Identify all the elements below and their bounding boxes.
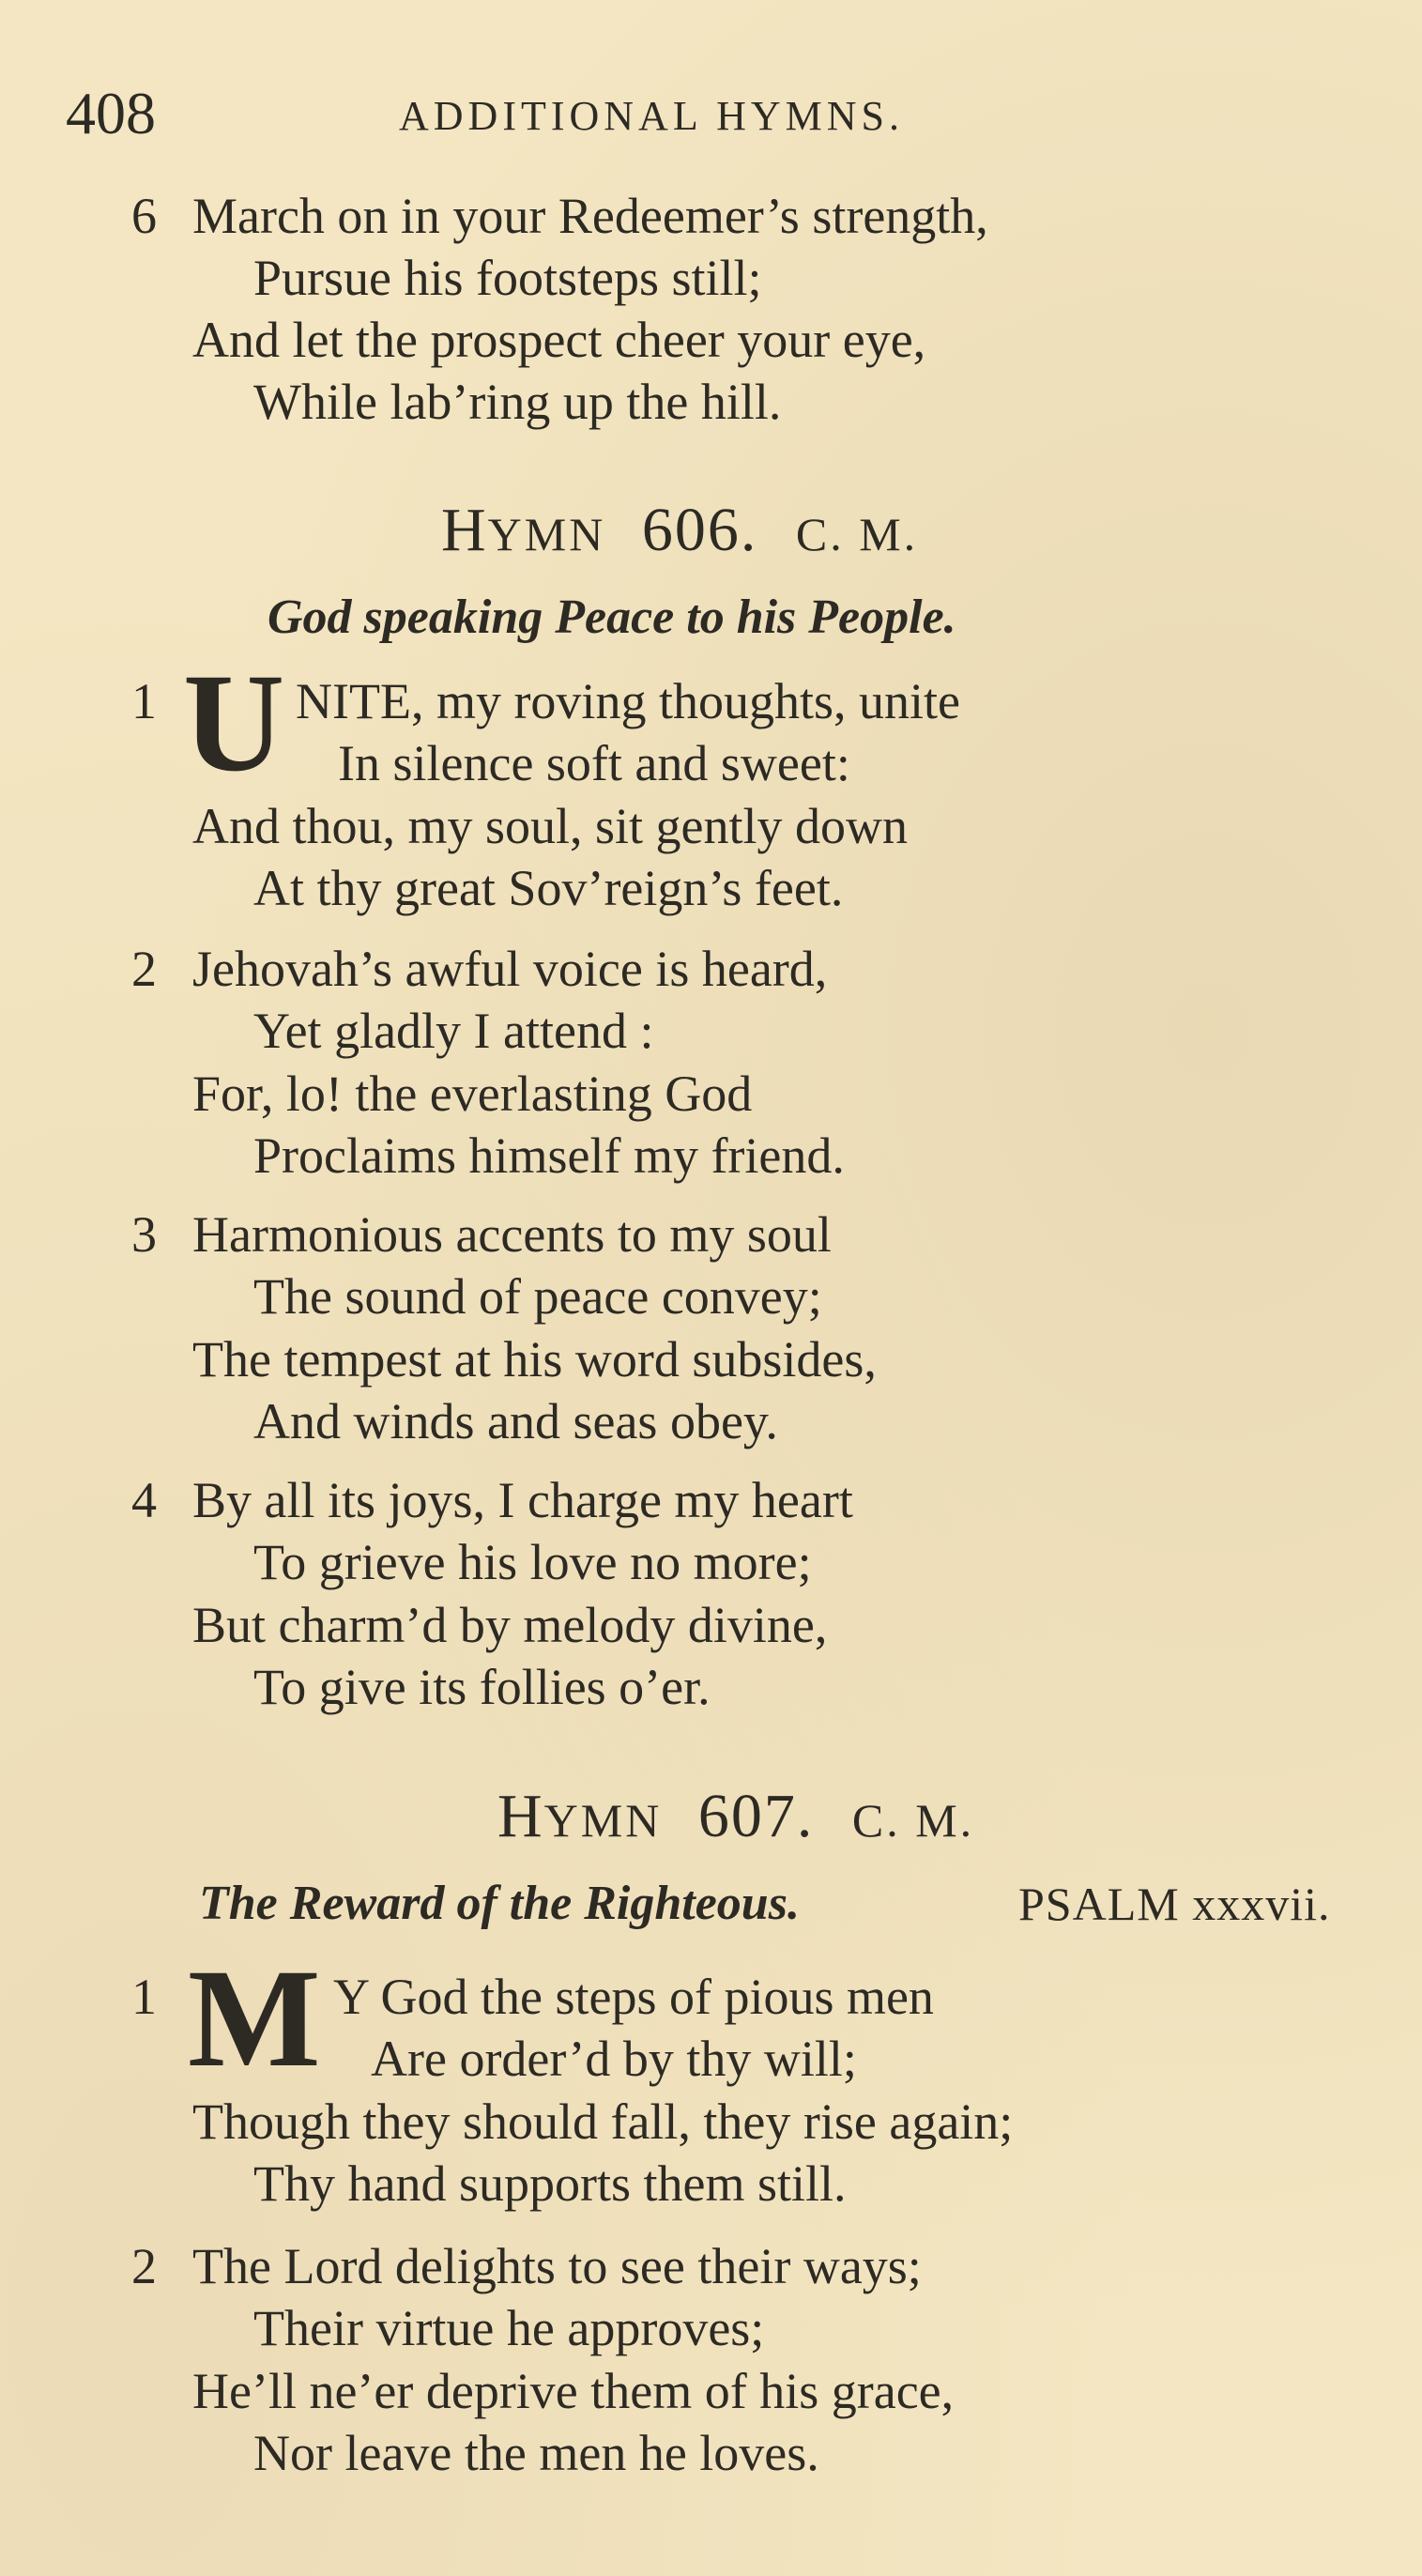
verse-line: Proclaims himself my friend. — [253, 1127, 845, 1184]
verse-line: Harmonious accents to my soul — [192, 1206, 832, 1263]
drop-cap: U — [183, 645, 285, 801]
hymn-title-prefix: H — [497, 1782, 544, 1850]
verse-line: Though they should fall, they rise again; — [192, 2093, 1014, 2150]
verse-line: In silence soft and sweet: — [338, 735, 850, 791]
verse-line: To grieve his love no more; — [253, 1534, 812, 1590]
hymn-meter: C. M. — [795, 508, 919, 560]
page-number: 408 — [66, 80, 156, 146]
verse-line: The Lord delights to see their ways; — [192, 2238, 922, 2294]
verse-line: At thy great Sov’reign’s feet. — [253, 860, 844, 916]
stanza-number: 6 — [131, 188, 157, 244]
verse-line: And winds and seas obey. — [253, 1393, 778, 1449]
verse-line: March on in your Redeemer’s strength, — [192, 188, 988, 244]
verse-line: Nor leave the men he loves. — [253, 2425, 819, 2481]
hymn-606-title — [441, 493, 918, 572]
hymn-title-smallcaps: YMN — [543, 1794, 663, 1847]
hymn-607-subtitle: The Reward of the Righteous. — [199, 1877, 800, 1930]
stanza-number: 2 — [131, 941, 157, 997]
hymn-606-subtitle: God speaking Peace to his People. — [268, 590, 956, 644]
stanza-number: 3 — [131, 1206, 157, 1263]
running-head: ADDITIONAL HYMNS. — [399, 93, 904, 139]
psalm-reference: PSALM xxxvii. — [1018, 1878, 1331, 1930]
verse-line: The tempest at his word subsides, — [192, 1331, 877, 1388]
stanza-number: 1 — [131, 1969, 157, 2025]
verse-line: But charm’d by melody divine, — [192, 1597, 828, 1653]
verse-line: By all its joys, I charge my heart — [192, 1472, 853, 1528]
verse-line: Thy hand supports them still. — [253, 2155, 847, 2212]
hymn-title-smallcaps: YMN — [487, 508, 606, 560]
stanza-number: 4 — [131, 1472, 157, 1528]
verse-line: While lab’ring up the hill. — [253, 374, 782, 430]
verse-line: The sound of peace convey; — [253, 1268, 822, 1325]
verse-line: To give its follies o’er. — [253, 1659, 711, 1715]
verse-line: Their virtue he approves; — [253, 2300, 765, 2356]
page-header — [66, 81, 1286, 146]
hymn-number: 607. — [697, 1782, 815, 1850]
stanza-number: 1 — [131, 673, 157, 729]
verse-line: NITE, my roving thoughts, unite — [296, 673, 960, 729]
hymn-meter: C. M. — [851, 1794, 975, 1847]
verse-line: Jehovah’s awful voice is heard, — [192, 941, 828, 997]
drop-cap: M — [188, 1940, 321, 2096]
verse-line: He’ll ne’er deprive them of his grace, — [192, 2363, 955, 2419]
verse-line: And let the prospect cheer your eye, — [192, 312, 926, 368]
verse-line: Y God the steps of pious men — [333, 1969, 934, 2025]
verse-line: Are order’d by thy will; — [371, 2031, 857, 2087]
verse-line: For, lo! the everlasting God — [192, 1066, 753, 1122]
verse-line: Pursue his footsteps still; — [253, 250, 762, 306]
hymn-title-prefix: H — [441, 496, 488, 564]
stanza-number: 2 — [131, 2238, 157, 2294]
verse-line: And thou, my soul, sit gently down — [192, 798, 909, 854]
hymn-607-title — [497, 1779, 974, 1858]
verse-line: Yet gladly I attend : — [253, 1003, 654, 1059]
hymn-number: 606. — [641, 496, 758, 564]
